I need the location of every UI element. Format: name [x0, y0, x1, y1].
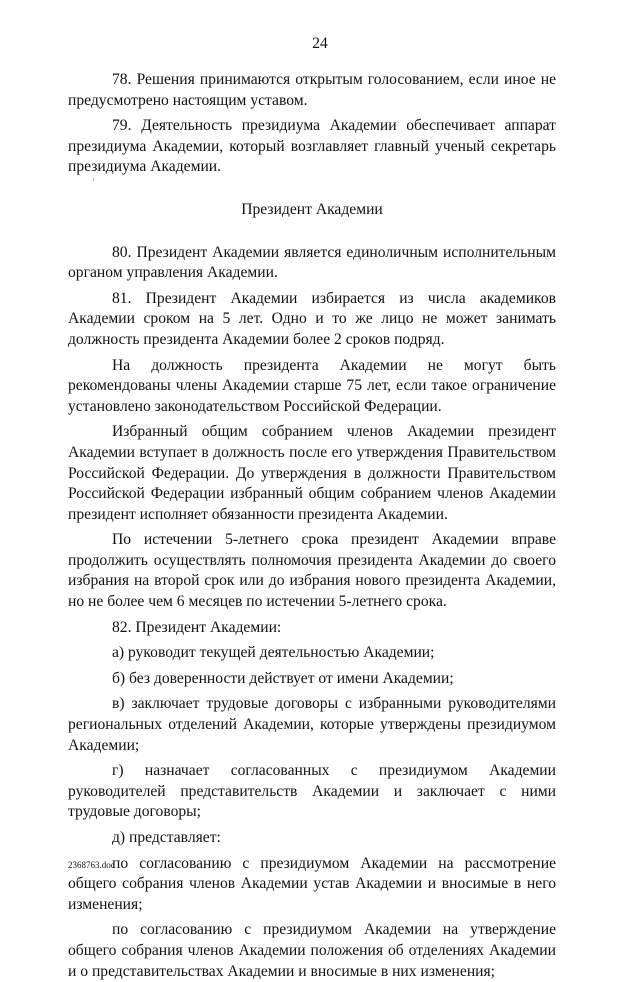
paragraph-81-term-expiry: По истечении 5-летнего срока президент Академии вправе продолжить осуществлять полномочия президента Академии до своего избрания на второй срок или до избрания нового президента Академии, но не более чем 6 месяцев по истечении 5-летнего срока. — [68, 531, 556, 611]
paragraph-81-approval: Избранный общим собранием членов Академии президент Академии вступает в должность после его утверждения Правительством Российской Федерации. До утверждения в должности Правительством Российской Федерации избранный общим собранием членов Академии президент исполняет обязанности президента Академии. — [68, 423, 556, 523]
paragraph-80: 80. Президент Академии является единоличным исполнительным органом управления Академии. — [68, 243, 556, 282]
paragraph-81-age-limit: На должность президента Академии не могут быть рекомендованы члены Академии старше 75 лет, если такое ограничение установлено законодательством Российской Федерации. — [68, 356, 556, 415]
paragraph-81: 81. Президент Академии избирается из числа академиков Академии сроком на 5 лет. Одно и то же лицо не может занимать должность президента Академии более 2 сроков подряд. — [68, 289, 556, 348]
paragraph-78: 78. Решения принимаются открытым голосованием, если иное не предусмотрено настоящим уставом. — [68, 71, 556, 109]
list-item-d: д) представляет: — [112, 829, 221, 846]
sub-item-regulations: по согласованию с президиумом Академии на утверждение общего собрания членов Академии положения об отделениях Академии и о представительствах Академии и вносимые в них изменения; — [68, 921, 556, 980]
sub-item-charter: по согласованию с президиумом Академии на рассмотрение общего собрания членов Академии устав Академии и вносимые в него изменения; — [68, 854, 556, 913]
document-body — [68, 70, 556, 982]
list-item-g: г) назначает согласованных с президиумом Академии руководителей представительств Академии и заключает с ними трудовые договоры; — [68, 762, 556, 821]
list-item-a: а) руководит текущей деятельностью Академии; — [112, 644, 435, 662]
section-heading: Президент Академии — [241, 200, 383, 218]
page-number: 24 — [312, 35, 328, 52]
paragraph-82: 82. Президент Академии: — [112, 618, 282, 636]
list-item-v: в) заключает трудовые договоры с избранными руководителями региональных отделений Академии, которые утверждены президиумом Академии; — [68, 695, 556, 754]
list-item-b: б) без доверенности действует от имени Академии; — [112, 669, 454, 687]
paragraph-79: 79. Деятельность президиума Академии обеспечивает аппарат президиума Академии, который возглавляет главный ученый секретарь президиума Академии. — [68, 117, 556, 176]
file-name-footer: 2368763.doc — [68, 860, 115, 870]
